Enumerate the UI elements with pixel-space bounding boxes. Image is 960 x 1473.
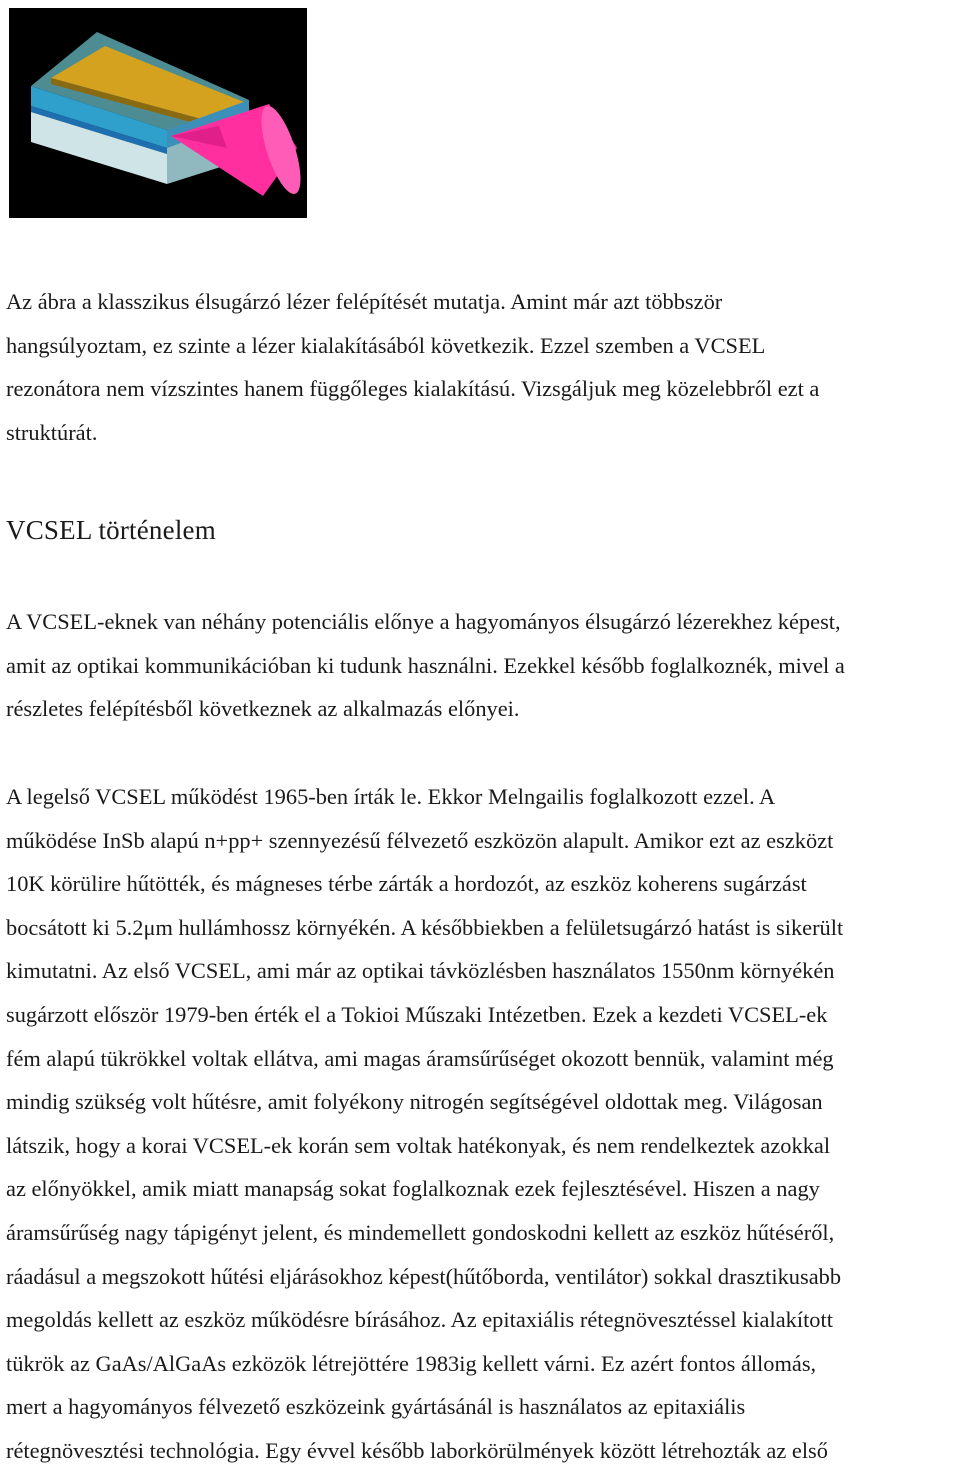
text-line: A VCSEL-eknek van néhány potenciális előnye a hagyományos élsugárzó lézerekhez képest, <box>6 609 841 634</box>
text-line: rétegnövesztési technológia. Egy évvel később laborkörülmények között létrehozták az első <box>6 1437 828 1463</box>
text-line: struktúrát. <box>6 419 98 445</box>
text-line: tükrök az GaAs/AlGaAs ezközök létrejöttére 1983ig kellett várni. Ez azért fontos állomás, <box>6 1350 817 1376</box>
text-line: fém alapú tükrökkel voltak ellátva, ami magas áramsűrűséget okozott bennük, valamint még <box>6 1045 834 1071</box>
history-paragraph <box>6 775 960 1473</box>
text-line: áramsűrűség nagy tápigényt jelent, és mindemellett gondoskodni kellett az eszköz hűtéséről, <box>6 1219 835 1245</box>
text-line: A legelső VCSEL működést 1965-ben írták le. Ekkor Melngailis foglalkozott ezzel. A <box>6 784 776 809</box>
edge-emitting-laser-icon <box>9 8 307 218</box>
text-line: amit az optikai kommunikációban ki tudunk használni. Ezekkel később foglalkoznék, mivel a <box>6 652 845 678</box>
text-line: rezonátora nem vízszintes hanem függőleges kialakítású. Vizsgáljuk meg közelebbről ezt a <box>6 376 820 402</box>
text-line: működése InSb alapú n+pp+ szennyezésű félvezető eszközön alapult. Amikor ezt az eszközt <box>6 827 834 853</box>
text-line: hangsúlyoztam, ez szinte a lézer kialakításából következik. Ezzel szemben a VCSEL <box>6 332 766 358</box>
text-line: az előnyökkel, amik miatt manapság sokat foglalkoznak ezek fejlesztésével. Hiszen a nagy <box>6 1176 820 1202</box>
text-line: bocsátott ki 5.2μm hullámhossz környékén. A későbbiekben a felületsugárzó hatást is sikerült <box>6 914 844 940</box>
text-line: látszik, hogy a korai VCSEL-ek korán sem voltak hatékonyak, és nem rendelkeztek azokkal <box>6 1132 831 1158</box>
laser-diagram <box>9 8 307 218</box>
text-line: megoldás kellett az eszköz működésre bírásához. Az epitaxiális rétegnövesztéssel kialakított <box>6 1307 833 1333</box>
intro-paragraph <box>6 280 960 454</box>
text-line: 10K körülire hűtötték, és mágneses térbe zárták a hordozót, az eszköz koherens sugárzást <box>6 871 807 897</box>
text-line: mert a hagyományos félvezető eszközeink gyártásánál is használatos az epitaxiális <box>6 1394 746 1420</box>
text-line: mindig szükség volt hűtésre, amit folyékony nitrogén segítségével oldottak meg. Világosan <box>6 1089 823 1115</box>
advantages-paragraph <box>6 600 960 731</box>
text-line: kimutatni. Az első VCSEL, ami már az optikai távközlésben használatos 1550nm környékén <box>6 958 835 984</box>
section-heading: VCSEL történelem <box>6 515 216 545</box>
text-line: sugárzott először 1979-ben érték el a Tokioi Műszaki Intézetben. Ezek a kezdeti VCSEL-ek <box>6 1001 828 1027</box>
text-line: Az ábra a klasszikus élsugárzó lézer felépítését mutatja. Amint már azt többször <box>6 289 723 314</box>
text-line: ráadásul a megszokott hűtési eljárásokhoz képest(hűtőborda, ventilátor) sokkal drasztikusabb <box>6 1263 842 1289</box>
text-line: részletes felépítésből következnek az alkalmazás előnyei. <box>6 696 520 722</box>
